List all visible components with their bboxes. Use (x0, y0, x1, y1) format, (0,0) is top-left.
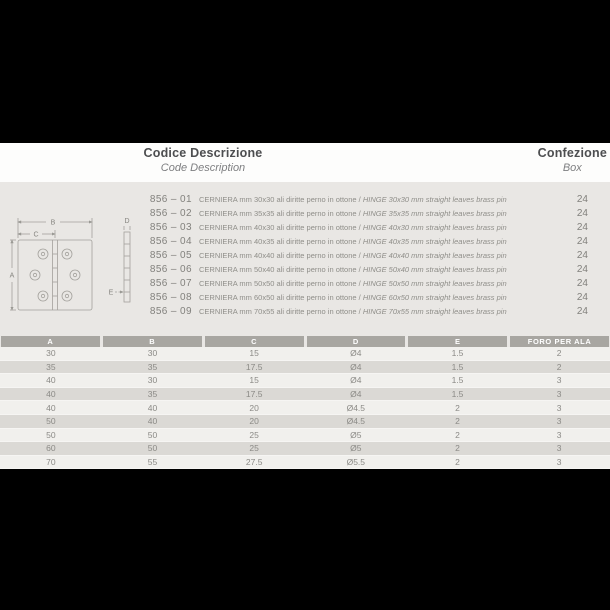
dimensions-table (0, 336, 610, 469)
table-cell: 25 (249, 443, 259, 454)
table-row (0, 429, 610, 443)
product-row (0, 192, 610, 206)
product-description (199, 307, 554, 316)
product-code: 856 – 09 (149, 305, 192, 317)
table-cell: Ø4.5 (346, 416, 366, 427)
column-header-a: A (1, 336, 100, 347)
table-cell: 40 (147, 416, 158, 427)
product-code: 856 – 05 (149, 249, 192, 261)
dimension-label-b: B (50, 219, 56, 227)
product-description-it: CERNIERA mm 70x55 ali diritte perno in ottone / (199, 306, 363, 316)
table-cell: 3 (556, 457, 562, 468)
table-row (0, 401, 610, 415)
product-description-en: HINGE 40x35 mm straight leaves brass pin (362, 236, 507, 246)
product-row (0, 220, 610, 234)
table-cell: 3 (556, 429, 562, 440)
product-box-qty: 24 (576, 305, 588, 317)
product-description-it: CERNIERA mm 40x40 ali diritte perno in ottone / (199, 250, 363, 260)
product-box-qty: 24 (576, 249, 588, 261)
table-cell: 30 (46, 348, 56, 359)
product-description-en: HINGE 40x40 mm straight leaves brass pin (362, 250, 507, 260)
column-header-d: D (307, 336, 406, 347)
product-description (199, 293, 554, 302)
table-cell: Ø4 (350, 375, 362, 386)
product-box-qty: 24 (576, 277, 588, 289)
product-description (199, 251, 554, 260)
table-cell: 17.5 (245, 389, 263, 400)
product-row (0, 290, 610, 304)
table-cell: 2 (455, 443, 460, 454)
product-description (199, 209, 554, 218)
table-cell: 17.5 (245, 361, 263, 372)
product-box-qty: 24 (576, 263, 588, 275)
table-cell: 55 (147, 457, 158, 468)
product-row (0, 206, 610, 220)
table-cell: 2 (556, 348, 562, 359)
dimension-label-e: E (108, 289, 114, 297)
table-cell: 15 (249, 375, 259, 386)
table-cell: 27.5 (245, 457, 263, 468)
product-description-en: HINGE 40x30 mm straight leaves brass pin (362, 222, 507, 232)
dimension-label-d: D (124, 218, 130, 225)
table-cell: 35 (147, 361, 158, 372)
product-description-en: HINGE 50x50 mm straight leaves brass pin (362, 278, 507, 288)
table-cell: Ø4 (350, 389, 362, 400)
product-box-qty: 24 (576, 193, 588, 205)
table-cell: 25 (249, 429, 259, 440)
table-cell: 3 (556, 389, 562, 400)
product-description-en: HINGE 35x35 mm straight leaves brass pin (362, 208, 507, 218)
product-box-qty: 24 (576, 207, 588, 219)
product-code: 856 – 08 (149, 291, 192, 303)
table-cell: 60 (46, 443, 56, 454)
table-cell: Ø5 (350, 443, 362, 454)
product-description-en: HINGE 60x50 mm straight leaves brass pin (362, 292, 507, 302)
table-cell: 15 (249, 348, 259, 359)
table-cell: 2 (556, 361, 562, 372)
product-description-en: HINGE 50x40 mm straight leaves brass pin (362, 264, 507, 274)
table-row (0, 415, 610, 429)
code-description-header (144, 146, 263, 175)
table-row (0, 388, 610, 402)
table-cell: 2 (455, 416, 460, 427)
product-row (0, 248, 610, 262)
table-cell: 50 (46, 416, 56, 427)
product-box-qty: 24 (576, 235, 588, 247)
column-header-c: C (205, 336, 304, 347)
table-cell: 1.5 (451, 348, 464, 359)
bottom-black-band (0, 469, 610, 610)
table-cell: 35 (46, 361, 56, 372)
table-cell: 50 (147, 443, 158, 454)
table-cell: 2 (455, 402, 460, 413)
table-cell: 1.5 (451, 361, 464, 372)
product-description-it: CERNIERA mm 40x30 ali diritte perno in ottone / (199, 222, 363, 232)
table-cell: 50 (46, 429, 56, 440)
table-cell: 30 (147, 375, 158, 386)
table-cell: 2 (455, 457, 460, 468)
header-confezione: Confezione (537, 146, 607, 160)
product-list (0, 192, 610, 318)
table-cell: Ø4.5 (346, 402, 366, 413)
header-code-description: Code Description (160, 161, 246, 174)
product-row (0, 231, 610, 248)
product-code: 856 – 07 (149, 277, 192, 289)
table-row (0, 442, 610, 456)
table-cell: Ø4 (350, 361, 362, 372)
table-cell: Ø4 (350, 348, 362, 359)
column-header-b: B (103, 336, 202, 347)
table-cell: 70 (46, 457, 56, 468)
product-code: 856 – 04 (149, 235, 192, 247)
table-row (0, 456, 610, 470)
product-box-qty: 24 (576, 291, 588, 303)
product-description-it: CERNIERA mm 50x40 ali diritte perno in ottone / (199, 264, 363, 274)
product-box-qty: 24 (576, 221, 588, 233)
table-cell: 3 (556, 416, 562, 427)
table-cell: 3 (556, 443, 562, 454)
table-cell: 20 (249, 402, 259, 413)
product-description (199, 279, 554, 288)
table-row (0, 361, 610, 375)
catalog-content (0, 182, 610, 469)
column-header-e: E (408, 336, 507, 347)
table-cell: 20 (249, 416, 259, 427)
table-cell: 40 (147, 402, 158, 413)
product-description-it: CERNIERA mm 50x50 ali diritte perno in ottone / (199, 278, 363, 288)
header-codice-descrizione: Codice Descrizione (143, 146, 263, 160)
product-description-en: HINGE 70x55 mm straight leaves brass pin (362, 306, 507, 316)
product-row (0, 304, 610, 318)
product-row (0, 262, 610, 276)
header-box: Box (562, 161, 582, 174)
product-description (199, 223, 554, 232)
product-code: 856 – 01 (149, 193, 192, 205)
table-cell: 50 (147, 429, 158, 440)
table-cell: 1.5 (451, 375, 464, 386)
product-description-it: CERNIERA mm 30x30 ali diritte perno in ottone / (199, 194, 363, 204)
product-description (199, 237, 554, 246)
table-cell: 3 (556, 375, 562, 386)
table-cell: 35 (147, 389, 158, 400)
product-row (0, 276, 610, 290)
dimension-label-a: A (9, 272, 15, 280)
product-description (199, 195, 554, 204)
table-cell: 40 (46, 402, 56, 413)
top-black-band (0, 0, 610, 143)
table-cell: Ø5 (350, 429, 362, 440)
product-description-it: CERNIERA mm 40x35 ali diritte perno in ottone / (199, 236, 363, 246)
table-cell: Ø5.5 (346, 457, 366, 468)
table-cell: 40 (46, 389, 56, 400)
table-row (0, 374, 610, 388)
column-headers-band (0, 143, 610, 182)
product-code: 856 – 03 (149, 221, 192, 233)
product-description (199, 265, 554, 274)
table-cell: 1.5 (451, 389, 464, 400)
table-cell: 30 (147, 348, 158, 359)
dimension-label-c: C (33, 231, 39, 239)
product-code: 856 – 06 (149, 263, 192, 275)
product-description-it: CERNIERA mm 60x50 ali diritte perno in ottone / (199, 292, 363, 302)
product-code: 856 – 02 (149, 207, 192, 219)
dimensions-table-header (0, 336, 610, 347)
product-description-it: CERNIERA mm 35x35 ali diritte perno in ottone / (199, 208, 363, 218)
table-cell: 3 (556, 402, 562, 413)
table-cell: 2 (455, 429, 460, 440)
box-header (538, 146, 607, 175)
column-header-foro-per-ala: FORO PER ALA (510, 336, 609, 347)
product-description-en: HINGE 30x30 mm straight leaves brass pin (362, 194, 507, 204)
table-row (0, 347, 610, 361)
table-cell: 40 (46, 375, 56, 386)
